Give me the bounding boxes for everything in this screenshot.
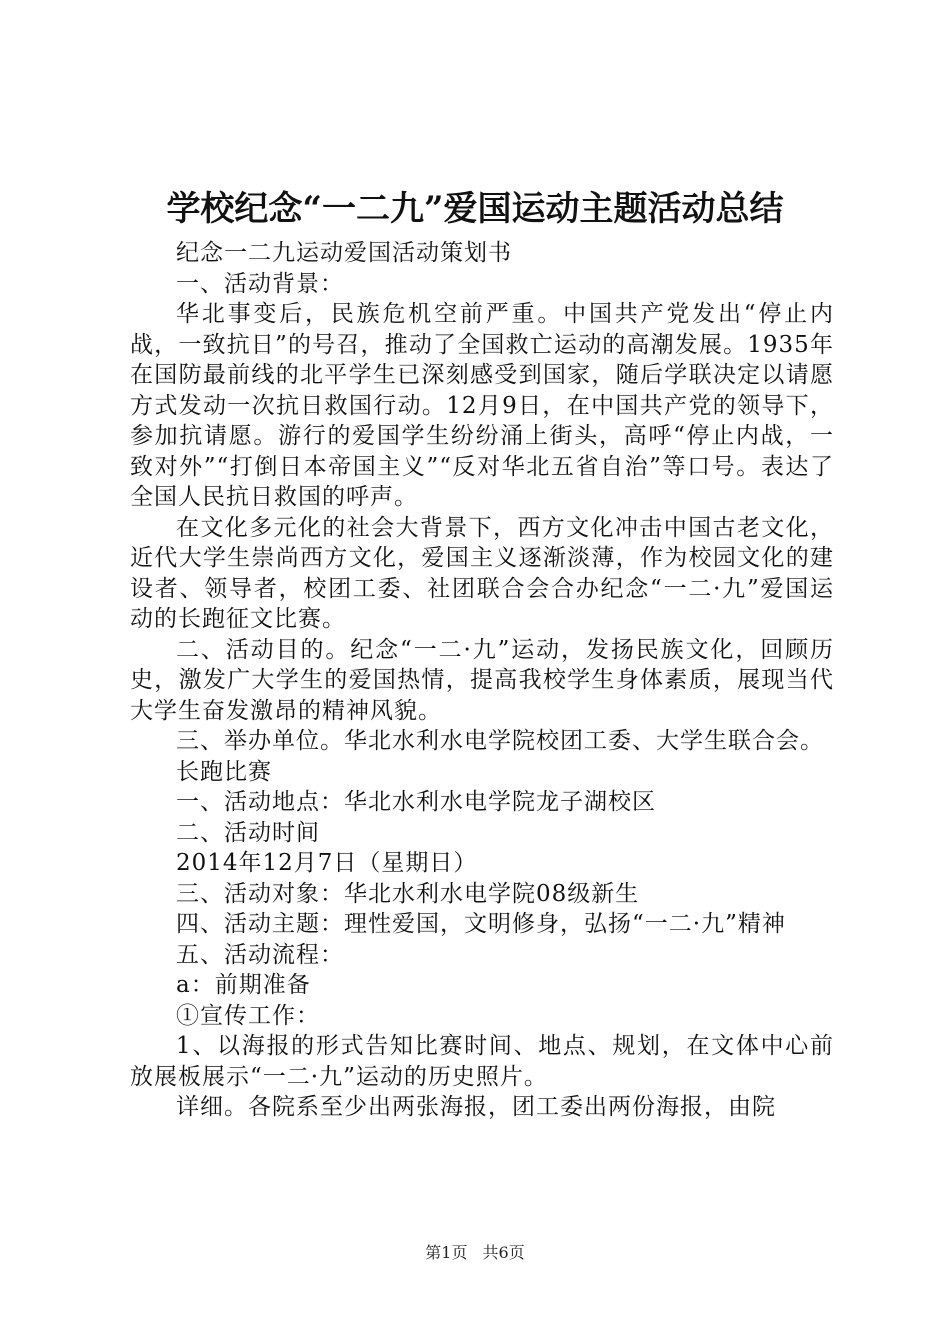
paragraph-organizer: 三、举办单位。华北水利水电学院校团工委、大学生联合会。 [176, 728, 824, 754]
paragraph-location: 一、活动地点：华北水利水电学院龙子湖校区 [176, 789, 656, 815]
paragraph-subtitle: 纪念一二九运动爱国活动策划书 [176, 240, 512, 266]
document-body [130, 238, 834, 1123]
paragraph-date: 2014年12月7日（星期日） [176, 850, 478, 876]
paragraph-background: 华北事变后，民族危机空前严重。中国共产党发出“停止内战，一致抗日”的号召，推动了全国救亡运动的高潮发展。1935年在国防最前线的北平学生已深刻感受到国家，随后学联决定以请愿方式发动一次抗日救国行动。12月9日，在中国共产党的领导下，参加抗请愿。游行的爱国学生纷纷涌上街头，高呼“停止内战，一致对外”“打倒日本帝国主义”“反对华北五省自治”等口号。表达了全国人民抗日救国的呼声。 [130, 301, 834, 510]
page-total: 共6页 [482, 1243, 525, 1262]
paragraph-culture: 在文化多元化的社会大背景下，西方文化冲击中国古老文化，近代大学生崇尚西方文化，爱国主义逐渐淡薄，作为校园文化的建设者、领导者，校团工委、社团联合会合办纪念“一二·九”爱国运动的长跑征文比赛。 [130, 514, 834, 632]
page-footer [0, 1242, 950, 1264]
paragraph-time-heading: 二、活动时间 [176, 819, 320, 846]
page-number: 第1页 [425, 1243, 468, 1262]
paragraph-posters: 1、以海报的形式告知比赛时间、地点、规划，在文体中心前放展板展示“一二·九”运动的历史照片。 [130, 1033, 834, 1090]
paragraph-heading-background: 一、活动背景： [176, 270, 344, 297]
paragraph-purpose: 二、活动目的。纪念“一二·九”运动，发扬民族文化，回顾历史，激发广大学生的爱国热情，提高我校学生身体素质，展现当代大学生奋发激昂的精神风貌。 [130, 636, 834, 724]
paragraph-preparation: a：前期准备 [176, 972, 311, 998]
paragraph-theme: 四、活动主题：理性爱国，文明修身，弘扬“一二·九”精神 [176, 911, 786, 937]
paragraph-race-heading: 长跑比赛 [176, 758, 272, 785]
paragraph-audience: 三、活动对象：华北水利水电学院08级新生 [176, 880, 640, 907]
paragraph-details: 详细。各院系至少出两张海报，团工委出两份海报，由院 [176, 1094, 776, 1120]
paragraph-process-heading: 五、活动流程： [176, 941, 344, 968]
document-title: 学校纪念“一二九”爱国运动主题活动总结 [166, 189, 784, 229]
paragraph-publicity: ①宣传工作： [176, 1002, 320, 1029]
